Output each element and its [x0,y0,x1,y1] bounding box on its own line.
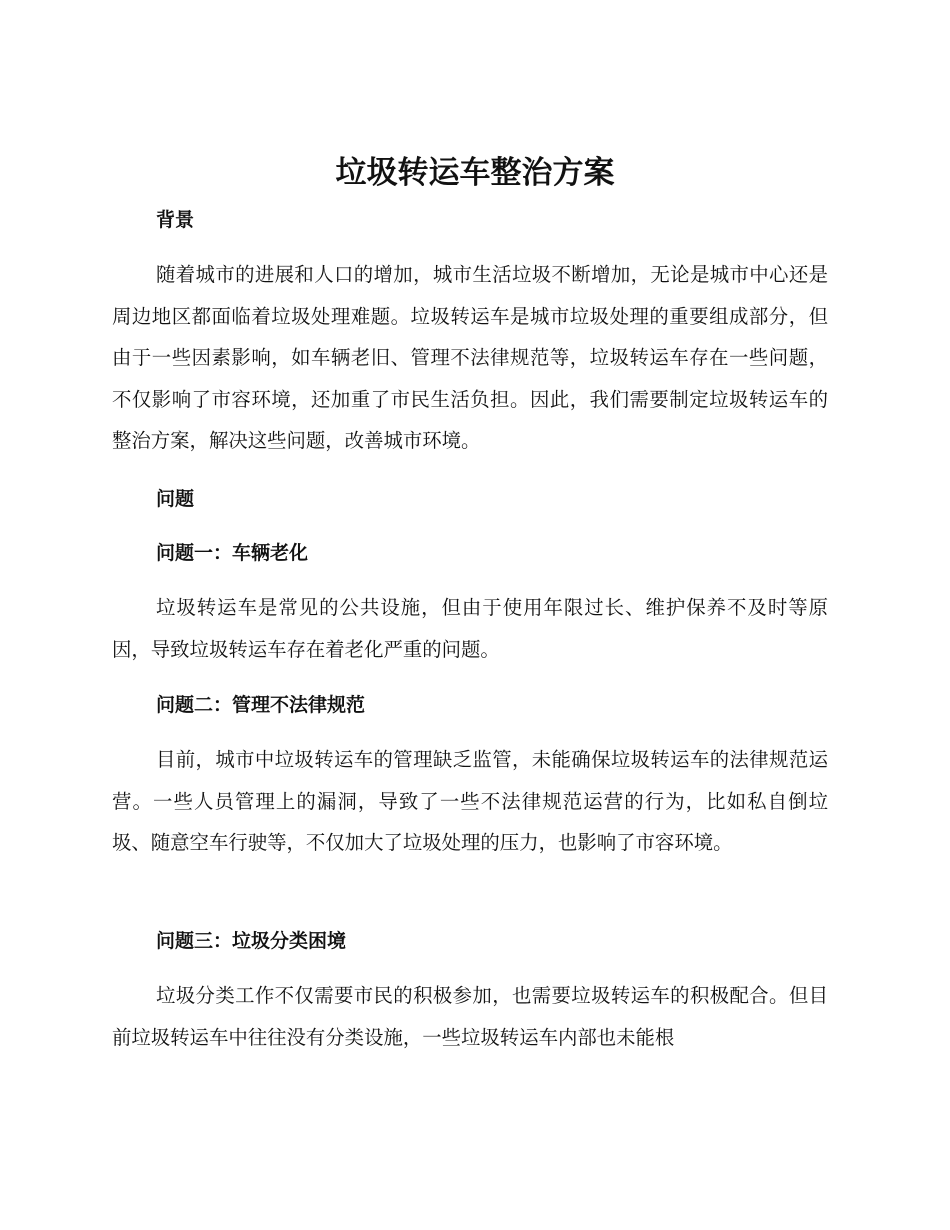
subsection-heading-problem-3: 问题三：垃圾分类困境 [156,930,347,952]
document-title: 垃圾转运车整治方案 [335,155,615,191]
section-heading-problems: 问题 [156,488,195,510]
paragraph-background: 随着城市的进展和人口的增加，城市生活垃圾不断增加，无论是城市中心还是周边地区都面临着垃圾处理难题。垃圾转运车是城市垃圾处理的重要组成部分，但由于一些因素影响，如车辆老旧、管理不法律规范等，垃圾转运车存在一些问题，不仅影响了市容环境，还加重了市民生活负担。因此，我们需要制定垃圾转运车的整治方案，解决这些问题，改善城市环境。 [112,263,828,452]
paragraph-problem-1: 垃圾转运车是常见的公共设施，但由于使用年限过长、维护保养不及时等原因，导致垃圾转运车存在着老化严重的问题。 [112,596,828,661]
paragraph-problem-3: 垃圾分类工作不仅需要市民的积极参加，也需要垃圾转运车的积极配合。但目前垃圾转运车中往往没有分类设施，一些垃圾转运车内部也未能根 [112,984,828,1049]
subsection-heading-problem-2: 问题二：管理不法律规范 [156,694,366,716]
section-heading-background: 背景 [156,209,195,231]
subsection-heading-problem-1: 问题一：车辆老化 [156,542,309,564]
paragraph-problem-2: 目前，城市中垃圾转运车的管理缺乏监管，未能确保垃圾转运车的法律规范运营。一些人员管理上的漏洞，导致了一些不法律规范运营的行为，比如私自倒垃圾、随意空车行驶等，不仅加大了垃圾处理的压力，也影响了市容环境。 [112,748,828,854]
